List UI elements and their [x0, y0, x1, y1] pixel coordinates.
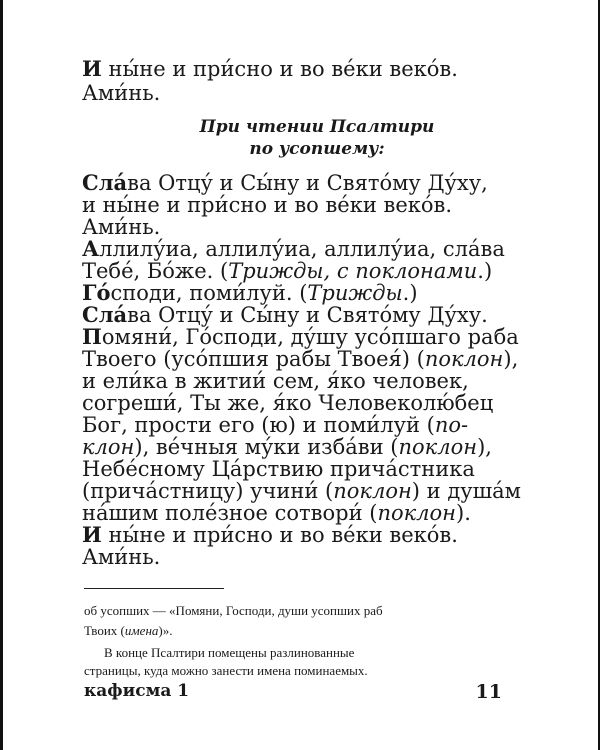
running-footer-section: кафисма 1 — [84, 681, 190, 701]
prayer-line: И ны́не и при́сно и во ве́ки веко́в. — [82, 522, 458, 547]
heading-line: по усопшему: — [249, 139, 385, 159]
prayer-line: Го́споди, поми́луй. (Трижды.) — [82, 280, 418, 305]
section-heading — [82, 116, 552, 160]
prayer-line: Аллилу́иа, аллилу́иа, аллилу́иа, сла́ва — [82, 236, 505, 261]
prayer-text — [82, 172, 552, 568]
prayer-line: Сла́ва Отцу́ и Сы́ну и Свято́му Ду́ху. — [82, 302, 488, 327]
footnote-line: страницы, куда можно занести имена поминаемых. — [84, 663, 368, 678]
prayer-line: Помяни́, Го́споди, ду́шу усо́пшаго раба — [82, 324, 519, 349]
verse-line: Ами́нь. — [82, 81, 161, 105]
prayer-line: клон), ве́чныя му́ки изба́ви (поклон), — [82, 435, 492, 459]
prayer-line: Ами́нь. — [82, 215, 161, 239]
prayer-line: (прича́стницу) учини́ (поклон) и душа́м — [82, 479, 522, 503]
prayer-line: Твоего (усо́пшия рабы Твоея́) (поклон), — [82, 347, 519, 371]
footnote-line: Твоих (имена)». — [84, 623, 173, 638]
scan-edge-left — [0, 0, 3, 750]
prayer-line: Бог, прости его (ю) и поми́луй (по- — [82, 413, 469, 437]
prayer-line: и ели́ка в житии́ сем, я́ко человек, — [82, 369, 469, 393]
prayer-line: Небе́сному Ца́рствию прича́стника — [82, 457, 475, 481]
page-number: 11 — [475, 681, 502, 703]
prayer-line: Ами́нь. — [82, 545, 161, 569]
footnote-line: об усопших — «Помяни, Господи, души усопших раб — [84, 603, 383, 618]
verse-line: И ны́не и при́сно и во ве́ки веко́в. — [82, 56, 458, 81]
footnote-line: В конце Псалтири помещены разлинованные — [104, 645, 355, 660]
footnote-rule — [84, 588, 224, 589]
prayer-line: согреши́, Ты же, я́ко Человеколю́бец — [82, 391, 494, 415]
prayer-line: Сла́ва Отцу́ и Сы́ну и Свято́му Ду́ху, — [82, 170, 488, 195]
heading-line: При чтении Псалтири — [199, 117, 435, 137]
prayer-line: на́шим поле́зное сотвори́ (поклон). — [82, 501, 471, 525]
prayer-line: и ны́не и при́сно и во ве́ки веко́в. — [82, 193, 453, 217]
prayer-line: Тебе́, Бо́же. (Трижды, с поклонами.) — [82, 259, 493, 283]
top-verse — [82, 58, 552, 104]
